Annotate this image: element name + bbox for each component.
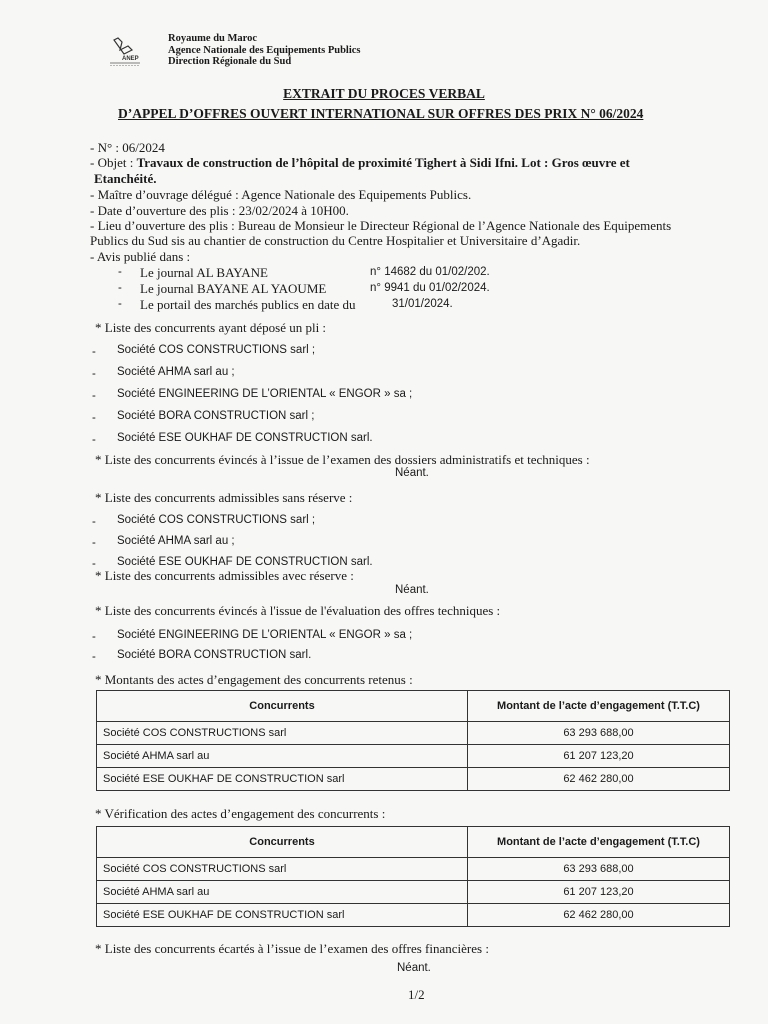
issuer-header bbox=[168, 33, 361, 68]
publication-bullet: - bbox=[118, 266, 122, 278]
header-line-3: Direction Régionale du Sud bbox=[168, 56, 292, 67]
avis-publie: - Avis publié dans : bbox=[90, 249, 191, 264]
section-ecartes-title: * Liste des concurrents écartés à l’issue de l’examen des offres financières : bbox=[95, 941, 489, 956]
list-dash: - bbox=[92, 346, 96, 358]
header-line-2: Agence Nationale des Equipements Publics bbox=[168, 44, 361, 56]
list-item: Société ENGINEERING DE L’ORIENTAL « ENGOR » sa ; bbox=[117, 629, 413, 641]
table-cell: 61 207 123,20 bbox=[468, 745, 730, 768]
list-item: Société ESE OUKHAF DE CONSTRUCTION sarl. bbox=[117, 556, 373, 568]
table-cell: Société ESE OUKHAF DE CONSTRUCTION sarl bbox=[97, 768, 468, 791]
list-item: Société AHMA sarl au ; bbox=[117, 366, 235, 378]
list-dash: - bbox=[92, 651, 96, 663]
table-cell: Société COS CONSTRUCTIONS sarl bbox=[97, 722, 468, 745]
column-header: Montant de l’acte d’engagement (T.T.C) bbox=[468, 827, 730, 858]
table-cell: Société COS CONSTRUCTIONS sarl bbox=[97, 858, 468, 881]
table-row bbox=[97, 881, 730, 904]
list-item: Société BORA CONSTRUCTION sarl ; bbox=[117, 410, 315, 422]
column-header: Concurrents bbox=[97, 827, 468, 858]
objet-prefix: - Objet : bbox=[90, 155, 137, 170]
publication-2-label: Le journal BAYANE AL YAOUME bbox=[140, 281, 327, 296]
table-cell: Société ESE OUKHAF DE CONSTRUCTION sarl bbox=[97, 904, 468, 927]
list-item: Société BORA CONSTRUCTION sarl. bbox=[117, 649, 312, 661]
list-dash: - bbox=[92, 368, 96, 380]
section-admis-sans-title: * Liste des concurrents admissibles sans réserve : bbox=[95, 490, 353, 505]
header-line-1: Royaume du Maroc bbox=[168, 33, 258, 44]
publication-bullet: - bbox=[118, 298, 122, 310]
table-verification bbox=[96, 826, 730, 927]
table-cell: Société AHMA sarl au bbox=[97, 881, 468, 904]
list-dash: - bbox=[92, 412, 96, 424]
maitre-ouvrage: - Maître d’ouvrage délégué : Agence Nationale des Equipements Publics. bbox=[90, 187, 472, 202]
publication-1-ref: n° 14682 du 01/02/202. bbox=[370, 266, 490, 278]
publication-2-ref: n° 9941 du 01/02/2024. bbox=[370, 282, 490, 294]
list-item: Société ENGINEERING DE L’ORIENTAL « ENGOR » sa ; bbox=[117, 388, 413, 400]
objet-text-2: Etanchéité. bbox=[94, 171, 157, 186]
objet-text: Travaux de construction de l’hôpital de proximité Tighert à Sidi Ifni. Lot : Gros œuvre et bbox=[136, 155, 630, 170]
anep-logo bbox=[108, 36, 142, 68]
list-dash: - bbox=[92, 390, 96, 402]
column-header: Concurrents bbox=[97, 691, 468, 722]
document-title-1: EXTRAIT DU PROCES VERBAL bbox=[283, 86, 485, 101]
list-dash: - bbox=[92, 516, 96, 528]
table-row bbox=[97, 768, 730, 791]
section-deposes-title: * Liste des concurrents ayant déposé un pli : bbox=[95, 320, 327, 335]
table-row bbox=[97, 745, 730, 768]
date-ouverture: - Date d’ouverture des plis : 23/02/2024 à 10H00. bbox=[90, 203, 349, 218]
lieu-ouverture-2: Publics du Sud sis au chantier de construction du Centre Hospitalier et Universitaire d’Agadir. bbox=[90, 233, 581, 248]
list-item: Société COS CONSTRUCTIONS sarl ; bbox=[117, 344, 316, 356]
section-verification-title: * Vérification des actes d’engagement des concurrents : bbox=[95, 806, 386, 821]
table-montants bbox=[96, 690, 730, 791]
section-admis-avec-title: * Liste des concurrents admissibles avec réserve : bbox=[95, 568, 354, 583]
list-dash: - bbox=[92, 631, 96, 643]
publication-bullet: - bbox=[118, 282, 122, 294]
table-cell: Société AHMA sarl au bbox=[97, 745, 468, 768]
document-title-2: D’APPEL D’OFFRES OUVERT INTERNATIONAL SUR OFFRES DES PRIX N° 06/2024 bbox=[118, 106, 644, 121]
list-item: Société COS CONSTRUCTIONS sarl ; bbox=[117, 514, 316, 526]
publication-3-ref: 31/01/2024. bbox=[392, 298, 453, 310]
objet bbox=[90, 155, 630, 171]
svg-text:ANEP: ANEP bbox=[122, 56, 139, 62]
list-dash: - bbox=[92, 537, 96, 549]
publication-1-label: Le journal AL BAYANE bbox=[140, 265, 268, 280]
numero: - N° : 06/2024 bbox=[90, 140, 165, 155]
section-evinces-admin-value: Néant. bbox=[395, 467, 429, 479]
lieu-ouverture-1: - Lieu d’ouverture des plis : Bureau de Monsieur le Directeur Régional de l’Agence Nationale des Equipements bbox=[90, 218, 672, 233]
table-cell: 62 462 280,00 bbox=[468, 768, 730, 791]
section-ecartes-value: Néant. bbox=[397, 962, 431, 974]
list-dash: - bbox=[92, 558, 96, 570]
table-row bbox=[97, 904, 730, 927]
table-row bbox=[97, 722, 730, 745]
column-header: Montant de l’acte d’engagement (T.T.C) bbox=[468, 691, 730, 722]
list-item: Société ESE OUKHAF DE CONSTRUCTION sarl. bbox=[117, 432, 373, 444]
section-admis-avec-value: Néant. bbox=[395, 584, 429, 596]
table-cell: 61 207 123,20 bbox=[468, 881, 730, 904]
table-cell: 63 293 688,00 bbox=[468, 858, 730, 881]
table-cell: 63 293 688,00 bbox=[468, 722, 730, 745]
page-number: 1/2 bbox=[408, 987, 425, 1002]
table-cell: 62 462 280,00 bbox=[468, 904, 730, 927]
list-item: Société AHMA sarl au ; bbox=[117, 535, 235, 547]
section-montants-title: * Montants des actes d’engagement des concurrents retenus : bbox=[95, 672, 413, 687]
table-row bbox=[97, 858, 730, 881]
publication-3-label: Le portail des marchés publics en date du bbox=[140, 297, 356, 312]
list-dash: - bbox=[92, 434, 96, 446]
section-evinces-admin-title: * Liste des concurrents évincés à l’issue de l’examen des dossiers administratifs et techniques : bbox=[95, 452, 590, 467]
section-evinces-tech-title: * Liste des concurrents évincés à l'issue de l'évaluation des offres techniques : bbox=[95, 603, 501, 618]
